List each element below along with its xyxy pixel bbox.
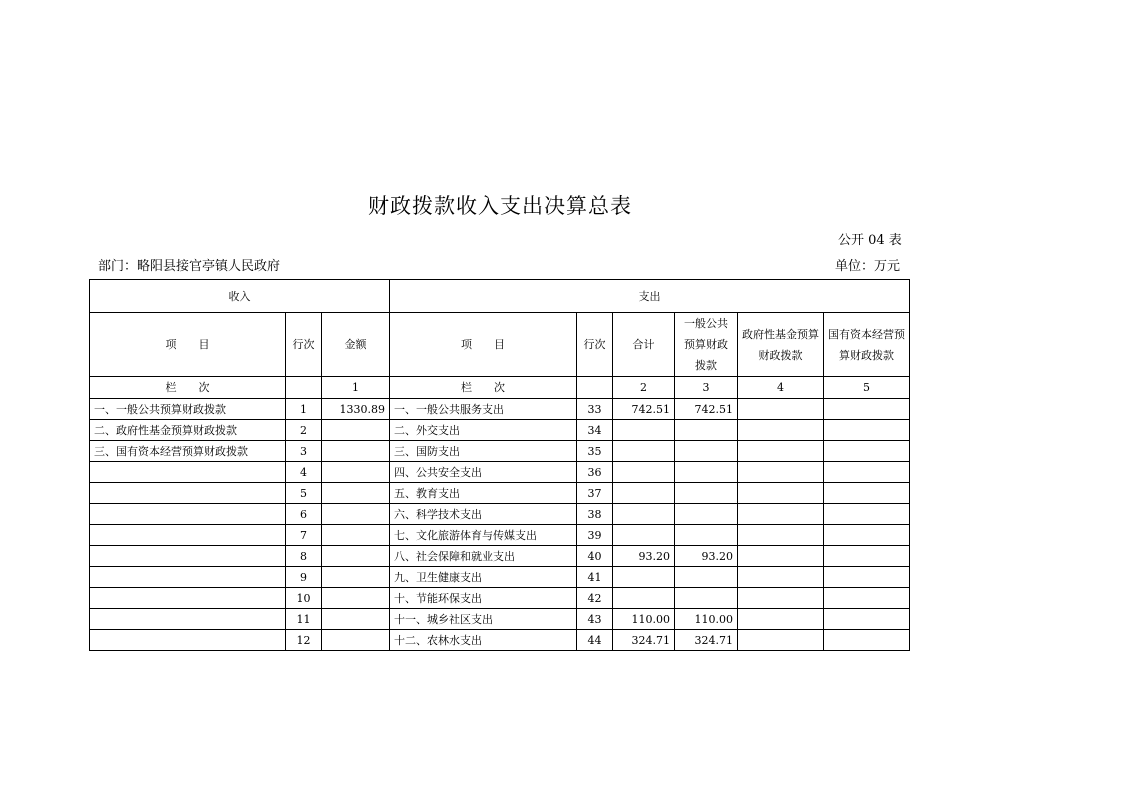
general-budget-cell: 93.20 [675,546,738,567]
income-row-no-cell: 6 [286,504,322,525]
income-item-cell [90,462,286,483]
gov-fund-cell [738,504,824,525]
state-capital-cell [824,525,910,546]
income-item-cell [90,609,286,630]
gov-fund-cell [738,399,824,420]
expense-row-no-cell: 38 [577,504,613,525]
income-item-cell: 二、政府性基金预算财政拨款 [90,420,286,441]
table-row [90,588,910,609]
table-row [90,504,910,525]
expense-item-cell: 二、外交支出 [390,420,577,441]
expense-item-cell: 十二、农林水支出 [390,630,577,651]
income-amount-header: 金额 [322,313,390,377]
general-budget-cell [675,525,738,546]
general-budget-cell [675,567,738,588]
table-row [90,630,910,651]
income-item-cell [90,525,286,546]
empty-cell [577,377,613,399]
income-row-no-cell: 1 [286,399,322,420]
table-row [90,546,910,567]
state-capital-cell [824,588,910,609]
general-budget-cell [675,441,738,462]
total-cell: 324.71 [613,630,675,651]
income-amount-cell [322,609,390,630]
income-item-cell: 一、一般公共预算财政拨款 [90,399,286,420]
expense-row-no-cell: 41 [577,567,613,588]
general-budget-cell [675,462,738,483]
state-capital-cell [824,483,910,504]
total-cell [613,567,675,588]
gov-fund-cell [738,441,824,462]
income-row-no-cell: 9 [286,567,322,588]
expense-item-cell: 一、一般公共服务支出 [390,399,577,420]
income-row-no-cell: 8 [286,546,322,567]
col-index-2: 2 [613,377,675,399]
expense-row-no-cell: 35 [577,441,613,462]
state-capital-header: 国有资本经营预算财政拨款 [824,313,910,377]
expense-header: 支出 [390,280,910,313]
expense-row-no-cell: 43 [577,609,613,630]
lan-ci-label: 栏 次 [90,377,286,399]
col-index-1: 1 [322,377,390,399]
gov-fund-cell [738,420,824,441]
lan-ci-label: 栏 次 [390,377,577,399]
expense-item-cell: 五、教育支出 [390,483,577,504]
general-budget-cell: 324.71 [675,630,738,651]
expense-row-no-cell: 33 [577,399,613,420]
state-capital-cell [824,630,910,651]
income-item-cell [90,567,286,588]
department-label: 部门：略阳县接官亭镇人民政府 [98,259,281,274]
income-row-no-cell: 5 [286,483,322,504]
general-budget-cell [675,504,738,525]
income-row-no-cell: 3 [286,441,322,462]
income-row-no-cell: 11 [286,609,322,630]
general-budget-header: 一般公共预算财政拨款 [675,313,738,377]
income-amount-cell: 1330.89 [322,399,390,420]
total-cell [613,462,675,483]
column-index-row [90,377,910,399]
state-capital-cell [824,567,910,588]
general-budget-cell: 742.51 [675,399,738,420]
state-capital-cell [824,420,910,441]
table-row [90,525,910,546]
data-rows [90,399,910,651]
expense-row-no-cell: 39 [577,525,613,546]
table-row [90,567,910,588]
income-amount-cell [322,420,390,441]
income-row-no-cell: 10 [286,588,322,609]
income-amount-cell [322,588,390,609]
total-cell [613,441,675,462]
gov-fund-cell [738,630,824,651]
state-capital-cell [824,462,910,483]
income-amount-cell [322,462,390,483]
state-capital-cell [824,504,910,525]
table-row [90,441,910,462]
header-row-top [90,280,910,313]
income-amount-cell [322,567,390,588]
income-row-no-header: 行次 [286,313,322,377]
general-budget-cell [675,588,738,609]
table-row [90,399,910,420]
income-item-header: 项 目 [90,313,286,377]
page-title: 财政拨款收入支出决算总表 [368,194,632,218]
empty-cell [286,377,322,399]
total-header: 合计 [613,313,675,377]
income-row-no-cell: 2 [286,420,322,441]
state-capital-cell [824,441,910,462]
expense-row-no-header: 行次 [577,313,613,377]
expense-item-cell: 七、文化旅游体育与传媒支出 [390,525,577,546]
income-amount-cell [322,546,390,567]
gov-fund-cell [738,588,824,609]
expense-row-no-cell: 36 [577,462,613,483]
income-amount-cell [322,441,390,462]
expense-item-cell: 三、国防支出 [390,441,577,462]
total-cell: 742.51 [613,399,675,420]
income-amount-cell [322,504,390,525]
gov-fund-cell [738,609,824,630]
income-item-cell [90,504,286,525]
gov-fund-cell [738,525,824,546]
income-row-no-cell: 12 [286,630,322,651]
table-row [90,609,910,630]
col-index-5: 5 [824,377,910,399]
general-budget-cell [675,420,738,441]
expense-row-no-cell: 42 [577,588,613,609]
income-amount-cell [322,483,390,504]
total-cell [613,420,675,441]
gov-fund-cell [738,483,824,504]
table-row [90,483,910,504]
expense-item-cell: 四、公共安全支出 [390,462,577,483]
gov-fund-cell [738,462,824,483]
expense-row-no-cell: 44 [577,630,613,651]
expense-item-cell: 六、科学技术支出 [390,504,577,525]
unit-label: 单位：万元 [835,259,901,274]
gov-fund-cell [738,546,824,567]
gov-fund-header: 政府性基金预算财政拨款 [738,313,824,377]
expense-item-cell: 九、卫生健康支出 [390,567,577,588]
expense-item-cell: 八、社会保障和就业支出 [390,546,577,567]
col-index-4: 4 [738,377,824,399]
table-row [90,462,910,483]
total-cell [613,504,675,525]
income-header: 收入 [90,280,390,313]
general-budget-cell: 110.00 [675,609,738,630]
total-cell: 93.20 [613,546,675,567]
income-item-cell [90,483,286,504]
income-row-no-cell: 4 [286,462,322,483]
form-number: 公开 04 表 [838,233,902,248]
total-cell [613,588,675,609]
income-amount-cell [322,630,390,651]
state-capital-cell [824,609,910,630]
gov-fund-cell [738,567,824,588]
income-item-cell [90,630,286,651]
total-cell [613,525,675,546]
expense-row-no-cell: 40 [577,546,613,567]
total-cell [613,483,675,504]
expense-row-no-cell: 37 [577,483,613,504]
expense-item-cell: 十、节能环保支出 [390,588,577,609]
budget-table [89,279,910,651]
total-cell: 110.00 [613,609,675,630]
expense-row-no-cell: 34 [577,420,613,441]
income-item-cell [90,546,286,567]
income-row-no-cell: 7 [286,525,322,546]
table-row [90,420,910,441]
general-budget-cell [675,483,738,504]
state-capital-cell [824,399,910,420]
header-row-columns [90,313,910,377]
income-item-cell: 三、国有资本经营预算财政拨款 [90,441,286,462]
income-amount-cell [322,525,390,546]
expense-item-header: 项 目 [390,313,577,377]
col-index-3: 3 [675,377,738,399]
income-item-cell [90,588,286,609]
expense-item-cell: 十一、城乡社区支出 [390,609,577,630]
state-capital-cell [824,546,910,567]
